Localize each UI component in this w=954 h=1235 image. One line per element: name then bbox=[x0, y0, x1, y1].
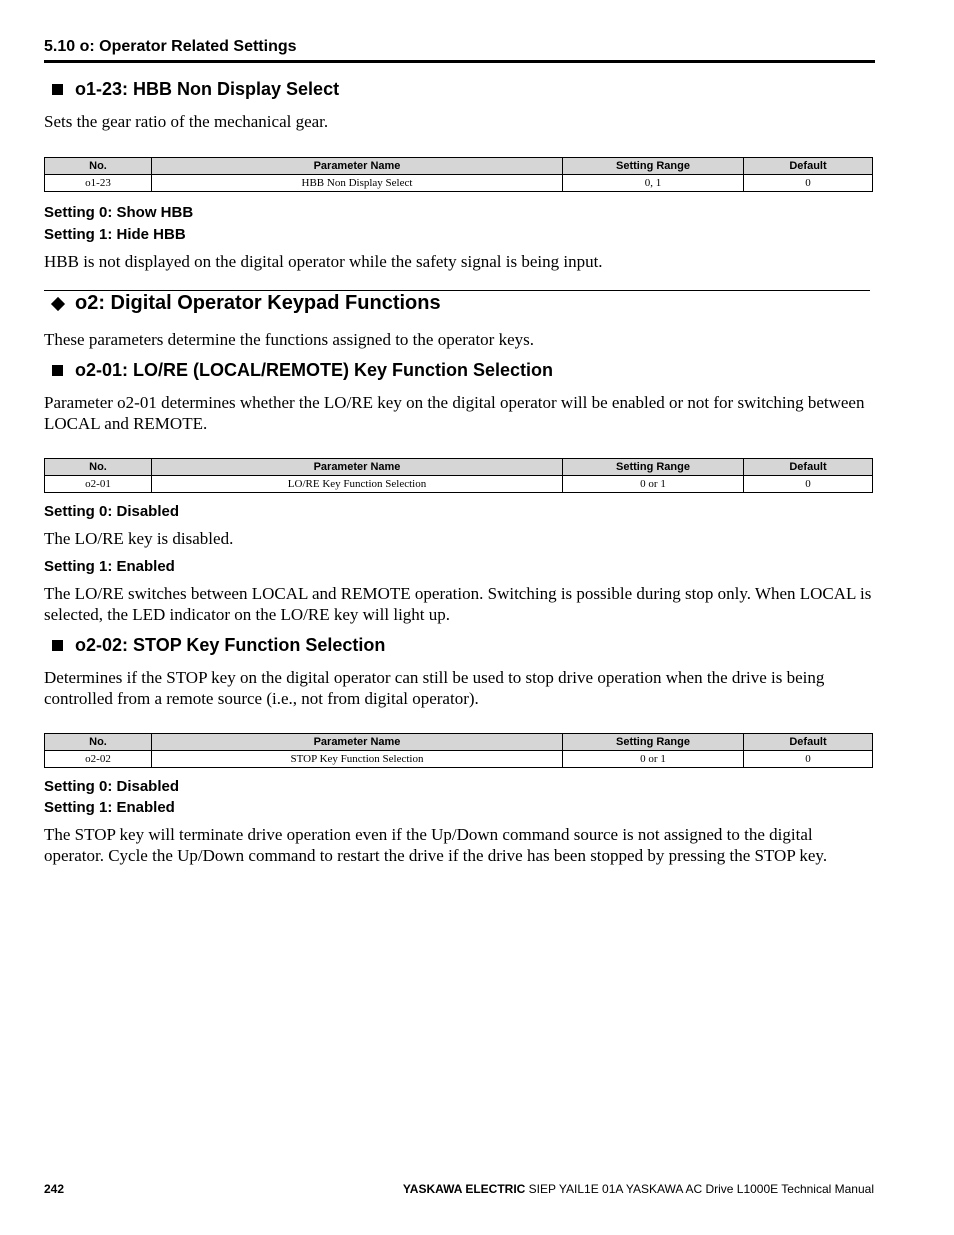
o2-01-setting-0-text: The LO/RE key is disabled. bbox=[44, 529, 234, 548]
footer-brand: YASKAWA ELECTRIC bbox=[402, 1182, 526, 1196]
cell-parameter-name: LO/RE Key Function Selection bbox=[152, 476, 563, 493]
o2-02-setting-0: Setting 0: Disabled bbox=[44, 778, 180, 795]
o2-01-setting-1: Setting 1: Enabled bbox=[44, 558, 175, 575]
col-setting-range: Setting Range bbox=[563, 158, 744, 175]
square-bullet-icon bbox=[52, 84, 63, 95]
table-row bbox=[45, 175, 873, 192]
cell-no: o2-02 bbox=[45, 751, 152, 768]
table-header-row bbox=[45, 459, 873, 476]
o2-02-setting-1-text: The STOP key will terminate drive operation even if the Up/Down command source is not assigned to the digital operator. Cycle the Up/Down command to restart the drive if the drive has been stopped by pressing the STOP key. bbox=[44, 825, 828, 865]
heading-o1-23-text: o1-23: HBB Non Display Select bbox=[75, 79, 340, 99]
cell-parameter-name: HBB Non Display Select bbox=[152, 175, 563, 192]
heading-o2-02-text: o2-02: STOP Key Function Selection bbox=[75, 635, 386, 655]
col-setting-range: Setting Range bbox=[563, 459, 744, 476]
cell-no: o2-01 bbox=[45, 476, 152, 493]
cell-no: o1-23 bbox=[45, 175, 152, 192]
page-number: 242 bbox=[44, 1182, 65, 1196]
heading-o2-01-text: o2-01: LO/RE (LOCAL/REMOTE) Key Function Selection bbox=[75, 360, 554, 380]
o2-02-parameter-table bbox=[44, 733, 873, 768]
diamond-bullet-icon bbox=[51, 296, 65, 310]
col-parameter-name: Parameter Name bbox=[152, 734, 563, 751]
o2-intro: These parameters determine the functions assigned to the operator keys. bbox=[44, 330, 534, 349]
footer-text bbox=[403, 1182, 874, 1196]
col-no: No. bbox=[45, 459, 152, 476]
col-parameter-name: Parameter Name bbox=[152, 158, 563, 175]
square-bullet-icon bbox=[52, 365, 63, 376]
o2-02-setting-1: Setting 1: Enabled bbox=[44, 799, 175, 816]
col-default: Default bbox=[744, 459, 873, 476]
o1-23-note: HBB is not displayed on the digital operator while the safety signal is being input. bbox=[44, 252, 603, 271]
col-setting-range: Setting Range bbox=[563, 734, 744, 751]
col-no: No. bbox=[45, 158, 152, 175]
table-row bbox=[45, 751, 873, 768]
footer-manual-title: SIEP YAIL1E 01A YASKAWA AC Drive L1000E Technical Manual bbox=[525, 1182, 874, 1196]
o2-02-intro: Determines if the STOP key on the digital operator can still be used to stop drive operation when the drive is being controlled from a remote source (i.e., not from digital operator). bbox=[44, 668, 825, 708]
o2-01-parameter-table bbox=[44, 458, 873, 493]
heading-o2 bbox=[44, 292, 441, 315]
col-default: Default bbox=[744, 158, 873, 175]
o1-23-setting-0: Setting 0: Show HBB bbox=[44, 204, 194, 221]
o2-01-setting-0: Setting 0: Disabled bbox=[44, 503, 180, 520]
o1-23-intro: Sets the gear ratio of the mechanical gear. bbox=[44, 112, 329, 131]
cell-setting-range: 0 or 1 bbox=[563, 751, 744, 768]
header-rule bbox=[44, 60, 875, 63]
cell-default: 0 bbox=[744, 175, 873, 192]
cell-setting-range: 0 or 1 bbox=[563, 476, 744, 493]
o2-01-setting-1-text: The LO/RE switches between LOCAL and REMOTE operation. Switching is possible during stop only. When LOCAL is selected, the LED indicator on the LO/RE key will light up. bbox=[44, 584, 872, 624]
cell-parameter-name: STOP Key Function Selection bbox=[152, 751, 563, 768]
table-row bbox=[45, 476, 873, 493]
cell-default: 0 bbox=[744, 476, 873, 493]
heading-o2-02 bbox=[44, 635, 385, 656]
col-default: Default bbox=[744, 734, 873, 751]
square-bullet-icon bbox=[52, 640, 63, 651]
cell-setting-range: 0, 1 bbox=[563, 175, 744, 192]
col-parameter-name: Parameter Name bbox=[152, 459, 563, 476]
o2-01-intro: Parameter o2-01 determines whether the LO/RE key on the digital operator will be enabled or not for switching between LOCAL and REMOTE. bbox=[44, 393, 865, 433]
table-header-row bbox=[45, 158, 873, 175]
section-rule bbox=[44, 290, 870, 291]
heading-o2-text: o2: Digital Operator Keypad Functions bbox=[75, 292, 441, 314]
heading-o2-01 bbox=[44, 360, 553, 381]
cell-default: 0 bbox=[744, 751, 873, 768]
col-no: No. bbox=[45, 734, 152, 751]
heading-o1-23 bbox=[44, 79, 339, 100]
running-header: 5.10 o: Operator Related Settings bbox=[44, 38, 297, 55]
table-header-row bbox=[45, 734, 873, 751]
o1-23-setting-1: Setting 1: Hide HBB bbox=[44, 226, 186, 243]
o1-23-parameter-table bbox=[44, 157, 873, 192]
